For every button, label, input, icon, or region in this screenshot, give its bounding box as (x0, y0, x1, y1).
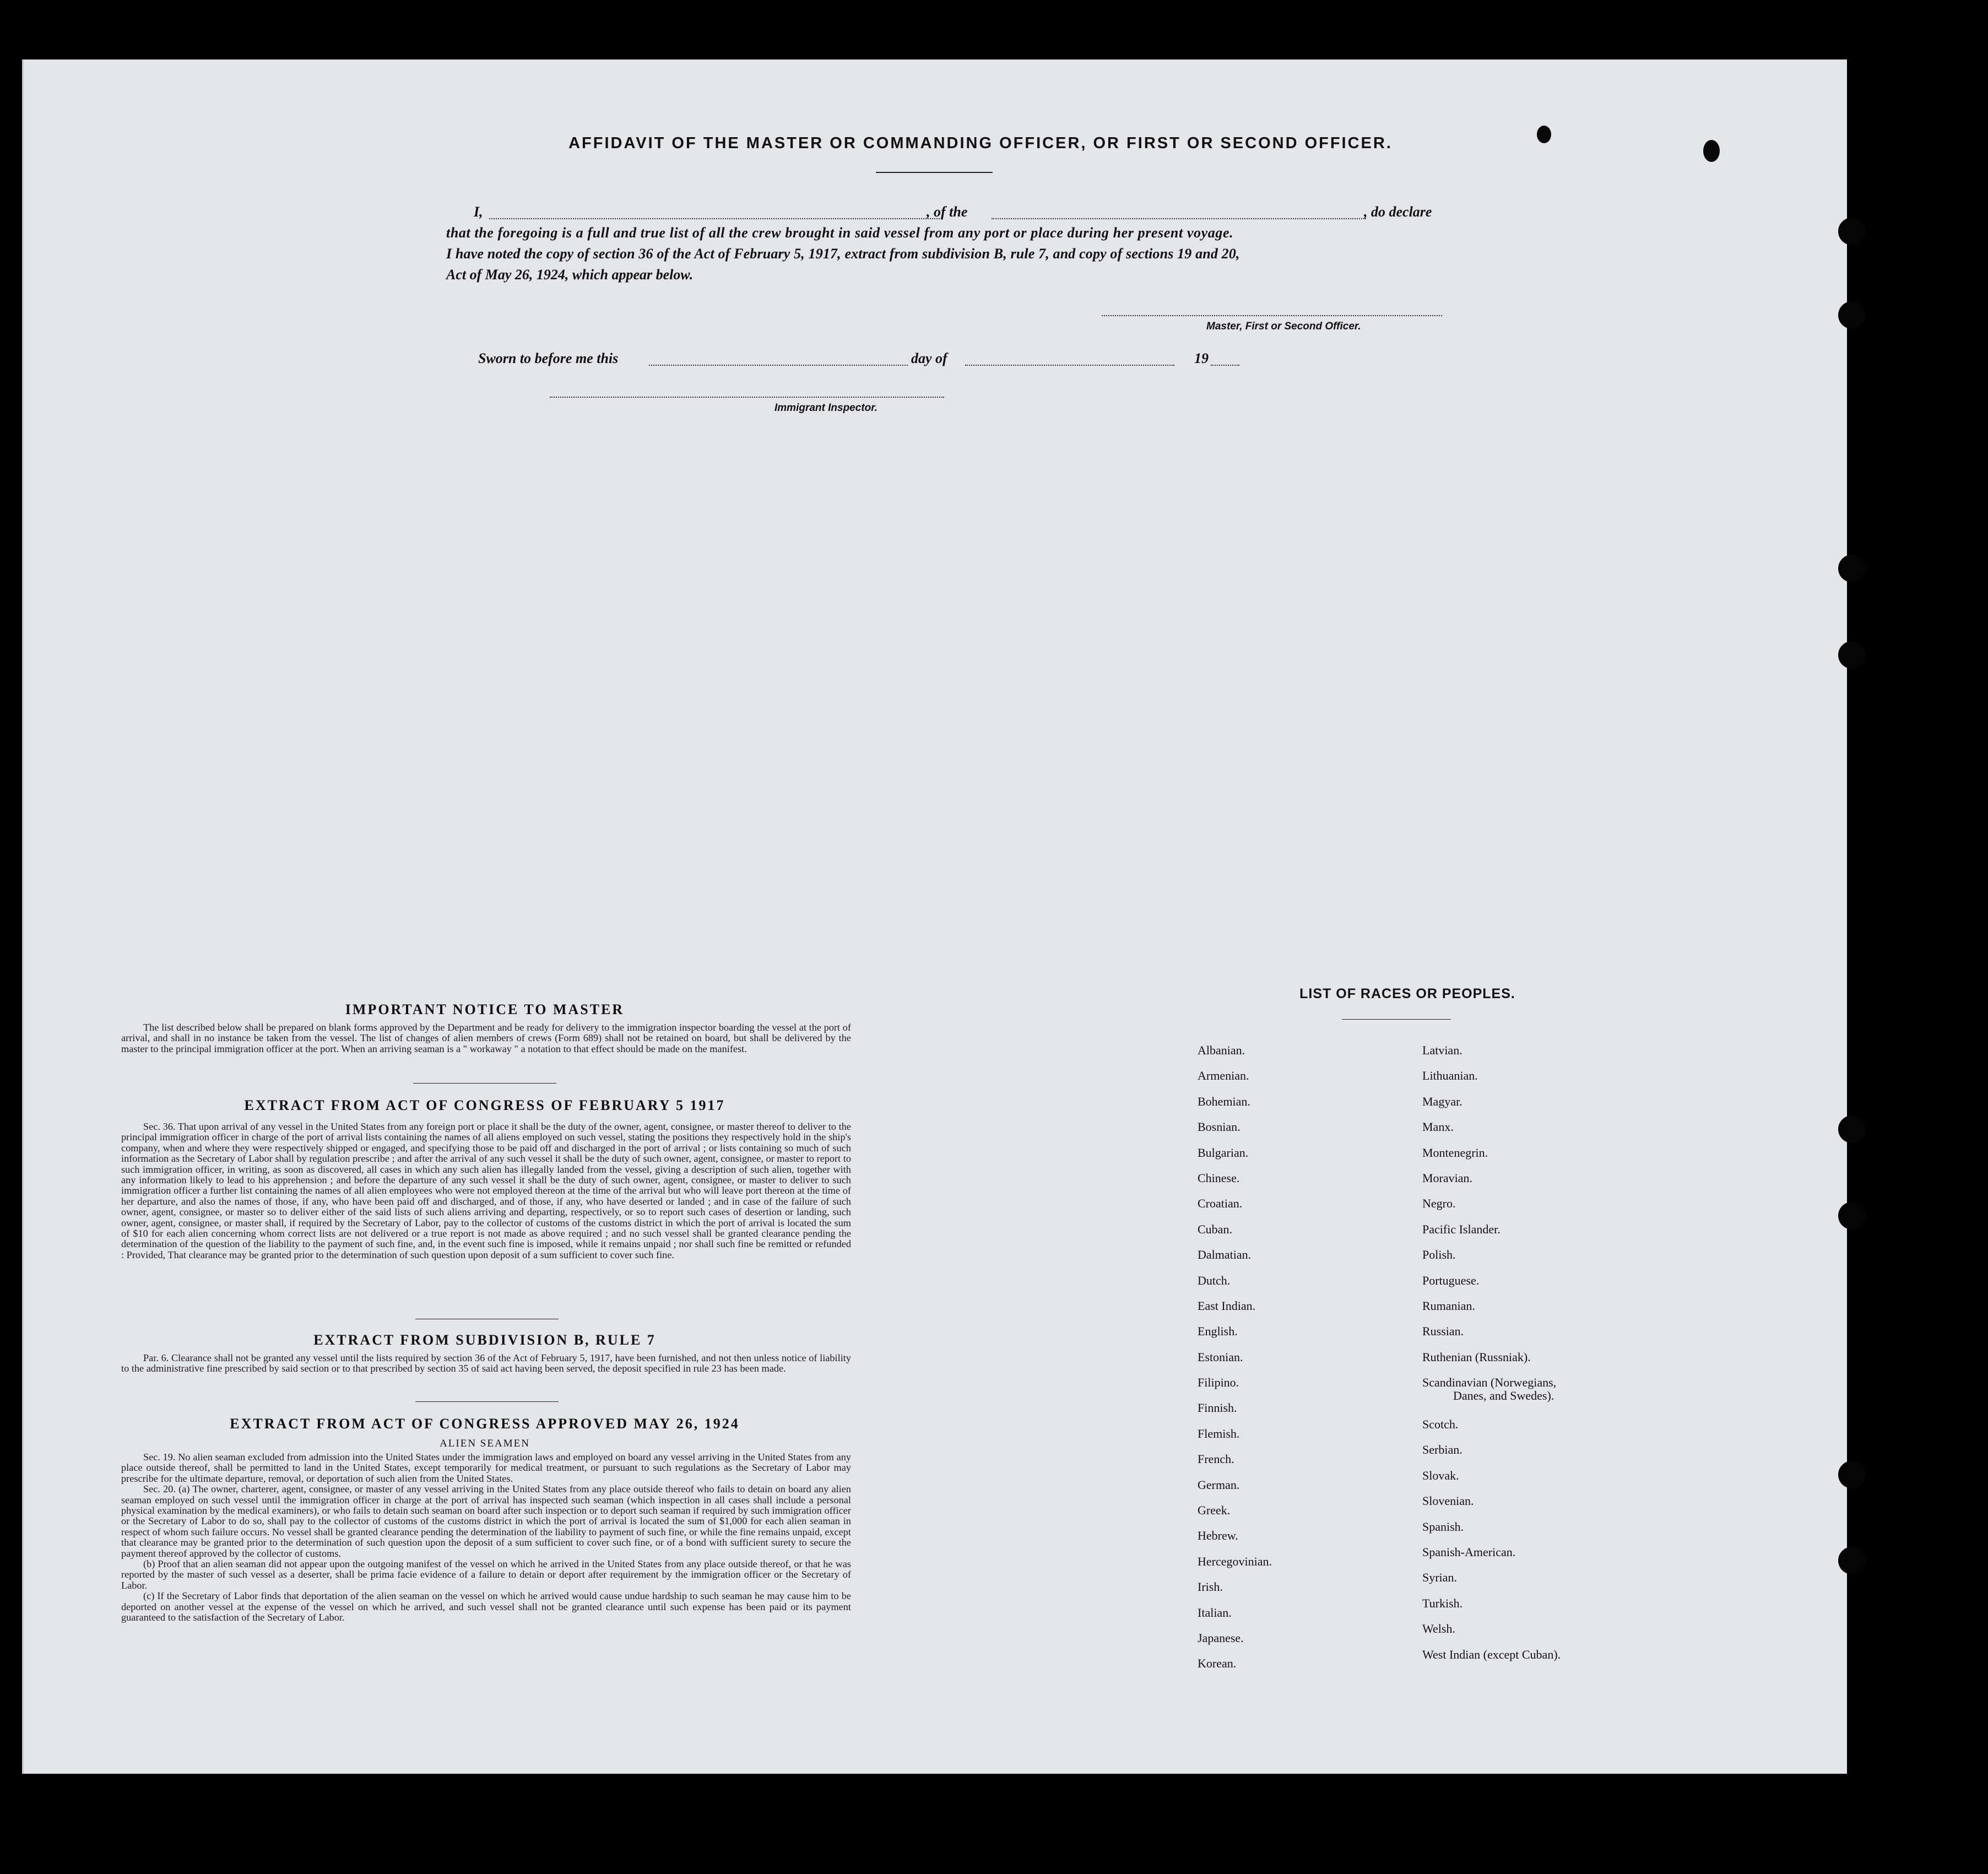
vessel-name-blank (992, 218, 1366, 219)
race-item: Portuguese. (1422, 1273, 1480, 1287)
race-item: Japanese. (1198, 1631, 1244, 1645)
race-item-multiline (1422, 1376, 1561, 1420)
race-item: West Indian (except Cuban). (1422, 1647, 1561, 1661)
race-item: Finnish. (1198, 1401, 1237, 1415)
sec-20b-paragraph: (b) Proof that an alien seaman did not appear upon the outgoing manifest of the vessel on which he arrived in the United States from any place outside thereof, or that he was reported by the master of such vessel as a deserter, shall be prima facie evidence of a failure to detain or deport after requirement by the immigration officer or the Secretary of Labor. (121, 1558, 851, 1591)
race-item: Russian. (1422, 1324, 1464, 1339)
race-item: Dutch. (1198, 1273, 1231, 1287)
race-item: Welsh. (1422, 1622, 1455, 1636)
race-item: Italian. (1198, 1605, 1232, 1620)
race-item: Ruthenian (Russniak). (1422, 1350, 1531, 1364)
race-item: Irish. (1198, 1580, 1223, 1594)
day-of-label: day of (911, 350, 947, 366)
race-item: Polish. (1422, 1248, 1456, 1262)
punch-hole (1838, 641, 1866, 669)
races-list-title: LIST OF RACES OR PEOPLES. (1299, 986, 1515, 1001)
race-item: Pacific Islander. (1422, 1222, 1501, 1236)
race-item: English. (1198, 1324, 1238, 1339)
race-item: Montenegrin. (1422, 1145, 1488, 1160)
race-item: Magyar. (1422, 1094, 1462, 1108)
race-item: Moravian. (1422, 1171, 1473, 1185)
declarant-name-blank (489, 218, 942, 219)
punch-hole (1838, 1547, 1866, 1574)
sworn-year-blank (1211, 365, 1239, 366)
race-item: Armenian. (1198, 1069, 1249, 1083)
race-item: Rumanian. (1422, 1298, 1475, 1313)
races-title-underline (1342, 1019, 1451, 1020)
sec-19-paragraph: Sec. 19. No alien seaman excluded from admission into the United States under the immigration laws and employed on board any vessel arriving in the United States from any place outside thereof, shall be permitted to land in the United States, except temporarily for medical treatment, or pursuant to such regulations as the Secretary of Labor may prescribe for the ultimate departure, removal, or deportation of such alien from the United States. (121, 1451, 851, 1484)
races-right-column (1422, 1044, 1561, 1673)
race-item: Korean. (1198, 1656, 1237, 1671)
race-item: French. (1198, 1452, 1234, 1466)
sworn-day-blank (649, 365, 908, 366)
race-item: Croatian. (1198, 1196, 1243, 1211)
punch-hole (1838, 1115, 1866, 1143)
race-item-line: Scandinavian (Norwegians, (1422, 1375, 1557, 1390)
section-divider (413, 1083, 556, 1084)
race-item: Hebrew. (1198, 1529, 1238, 1543)
race-item: Negro. (1422, 1196, 1456, 1211)
signature-line (1102, 315, 1442, 316)
extract-rule7-body (121, 1353, 851, 1374)
race-item: German. (1198, 1477, 1240, 1492)
race-item: Bohemian. (1198, 1094, 1250, 1108)
do-declare-label: , do declare (1364, 204, 1432, 220)
race-item: Lithuanian. (1422, 1069, 1478, 1083)
race-item: Flemish. (1198, 1426, 1240, 1440)
notice-title: IMPORTANT NOTICE TO MASTER (345, 1001, 625, 1017)
ink-blot (1703, 140, 1720, 162)
race-item: Hercegovinian. (1198, 1554, 1272, 1568)
extract-rule7-title: EXTRACT FROM SUBDIVISION B, RULE 7 (313, 1332, 656, 1348)
punch-hole (1838, 301, 1866, 329)
race-item: Cuban. (1198, 1222, 1232, 1236)
punch-hole (1838, 555, 1866, 582)
sec-36-paragraph: Sec. 36. That upon arrival of any vessel in the United States from any foreign port or place it shall be the duty of the owner, agent, consignee, or master thereof to deliver to the principal immigration officer in charge of the port of arrival lists containing the names of all aliens employed on such vessel, stating the positions they respectively hold in the ship's company, when and where they were respectively shipped or engaged, and specifying those to be paid off and discharged in the port of arrival ; or lists containing so much of such information as the Secretary of Labor shall by regulation prescribe ; and after the arrival of any such vessel it shall be the duty of such owner, agent, consignee, or master to report to such immigration officer, in writing, as soon as discovered, all cases in which any such alien has illegally landed from the vessel, giving a description of such alien, together with any information likely to lead to his apprehension ; and before the departure of any such vessel it shall be the duty of such owner, agent, consignee, or master to deliver to such immigration officer a further list containing the names of all alien employees who were not employed thereon at the time of the arrival but who will leave port thereon at the time of her departure, and also the names of those, if any, who have been paid off and discharged, and of those, if any, who have deserted or landed ; and in case of the failure of such owner, agent, consignee, or master so to deliver either of the said lists of such aliens arriving and departing, respectively, or so to report such cases of desertion or landing, such owner, agent, consignee, or master shall, if required by the Secretary of Labor, pay to the collector of customs of the customs district in which the port of arrival is located the sum of $10 for each alien concerning whom correct lists are not delivered or a true report is not made as above required ; and no such vessel shall be granted clearance pending the determination of the question of the liability to the payment of such fine, and, in the event such fine is imposed, while it remains unpaid ; nor shall such fine be remitted or refunded : Provided, That clearance may be granted prior to the determination of such question upon deposit of a sum sufficient to cover such fine. (121, 1121, 851, 1260)
notice-paragraph: The list described below shall be prepared on blank forms approved by the Department and be ready for delivery to the immigration inspector boarding the vessel at the port of arrival, and shall in no instance be taken from the vessel. The list of changes of alien members of crews (Form 689) shall not be retained on board, but shall be delivered by the master to the principal immigration officer at the port. When an arriving seaman is a " workaway " a notation to that effect should be made on the manifest. (121, 1022, 851, 1054)
race-item: Slovak. (1422, 1468, 1459, 1482)
race-item: Slovenian. (1422, 1494, 1474, 1508)
affidavit-title: AFFIDAVIT OF THE MASTER OR COMMANDING OFFICER, OR FIRST OR SECOND OFFICER. (568, 134, 1393, 152)
notice-body (121, 1022, 851, 1054)
extract-1917-title: EXTRACT FROM ACT OF CONGRESS OF FEBRUARY 5 1917 (244, 1097, 725, 1113)
extract-1924-body (121, 1452, 851, 1623)
section-divider (415, 1401, 559, 1402)
sec-20c-paragraph: (c) If the Secretary of Labor finds that deportation of the alien seaman on the vessel on which he arrived would cause undue hardship to such seaman he may cause him to be deported on another vessel at the expense of the vessel on which he arrived, and such vessel shall not be granted clearance until such expense has been paid or its payment guaranteed to the satisfaction of the Secretary of Labor. (121, 1590, 851, 1623)
race-item: Bulgarian. (1198, 1145, 1249, 1160)
race-item: Spanish. (1422, 1519, 1464, 1534)
races-left-column (1198, 1044, 1272, 1683)
punch-hole (1838, 1202, 1866, 1230)
race-item: Greek. (1198, 1503, 1231, 1518)
race-item: Scotch. (1422, 1417, 1459, 1432)
race-item: Filipino. (1198, 1375, 1239, 1390)
par-6-paragraph: Par. 6. Clearance shall not be granted any vessel until the lists required by section 36 of the Act of February 5, 1917, have been furnished, and not then unless notice of liability to the administrative fine prescribed by said section or to that prescribed by section 35 of said act having been served, the deposit specified in rule 23 has been made. (121, 1352, 851, 1374)
race-item: Dalmatian. (1198, 1248, 1252, 1262)
race-item: Chinese. (1198, 1171, 1240, 1185)
extract-1917-body (121, 1122, 851, 1260)
race-item-line: Danes, and Swedes). (1453, 1389, 1554, 1403)
sworn-prefix: Sworn to before me this (478, 350, 619, 366)
race-item: East Indian. (1198, 1298, 1256, 1313)
sec-20a-paragraph: Sec. 20. (a) The owner, charterer, agent, consignee, or master of any vessel arriving in the United States from any place outside thereof who fails to detain on board any alien seaman employed on such vessel until the immigration officer in charge at the port of arrival has inspected such seaman (which inspection in all cases shall include a personal physical examination by the medical examiners), or who fails to detain such seaman on board after such inspection or to deport such seaman if required by such immigration officer or the Secretary of Labor to do so, shall pay to the collector of customs of the customs district in which the port of arrival is located the sum of $1,000 for each alien seaman in respect of whom such failure occurs. No vessel shall be granted clearance pending the determination of the liability to payment of such fine, or while the fine remains unpaid, except that clearance may be granted prior to the determination of such question upon the deposit of a sum sufficient to cover such fine, or of a bond with sufficient surety to secure the payment thereof approved by the collector of customs. (121, 1483, 851, 1559)
race-item: Turkish. (1422, 1596, 1463, 1610)
ink-blot (1537, 126, 1551, 143)
year-label: 19 (1194, 350, 1209, 366)
punch-hole (1838, 218, 1866, 245)
inspector-caption: Immigrant Inspector. (774, 402, 877, 414)
sworn-month-blank (965, 365, 1174, 366)
race-item: Serbian. (1422, 1443, 1462, 1457)
of-the-label: , of the (927, 204, 968, 220)
alien-seamen-subtitle: ALIEN SEAMEN (440, 1438, 530, 1449)
race-item: Manx. (1422, 1120, 1454, 1134)
extract-1924-title: EXTRACT FROM ACT OF CONGRESS APPROVED MAY 26, 1924 (230, 1416, 740, 1432)
race-item: Albanian. (1198, 1043, 1245, 1057)
race-item: Bosnian. (1198, 1120, 1241, 1134)
punch-hole (1838, 1461, 1866, 1488)
race-item: Latvian. (1422, 1043, 1462, 1057)
affidavit-line-2: that the foregoing is a full and true list of all the crew brought in said vessel from any port or place during her present voyage. (446, 225, 1234, 241)
declarant-prefix: I, (474, 204, 483, 220)
race-item: Syrian. (1422, 1570, 1457, 1585)
affidavit-line-4: Act of May 26, 1924, which appear below. (446, 267, 694, 283)
race-item: Spanish-American. (1422, 1545, 1516, 1559)
signature-caption: Master, First or Second Officer. (1206, 321, 1361, 332)
race-item: Estonian. (1198, 1350, 1243, 1364)
inspector-signature-line (550, 397, 944, 398)
affidavit-line-3: I have noted the copy of section 36 of the Act of February 5, 1917, extract from subdivision B, rule 7, and copy of sections 19 and 20, (446, 246, 1240, 262)
title-underline (876, 172, 993, 173)
